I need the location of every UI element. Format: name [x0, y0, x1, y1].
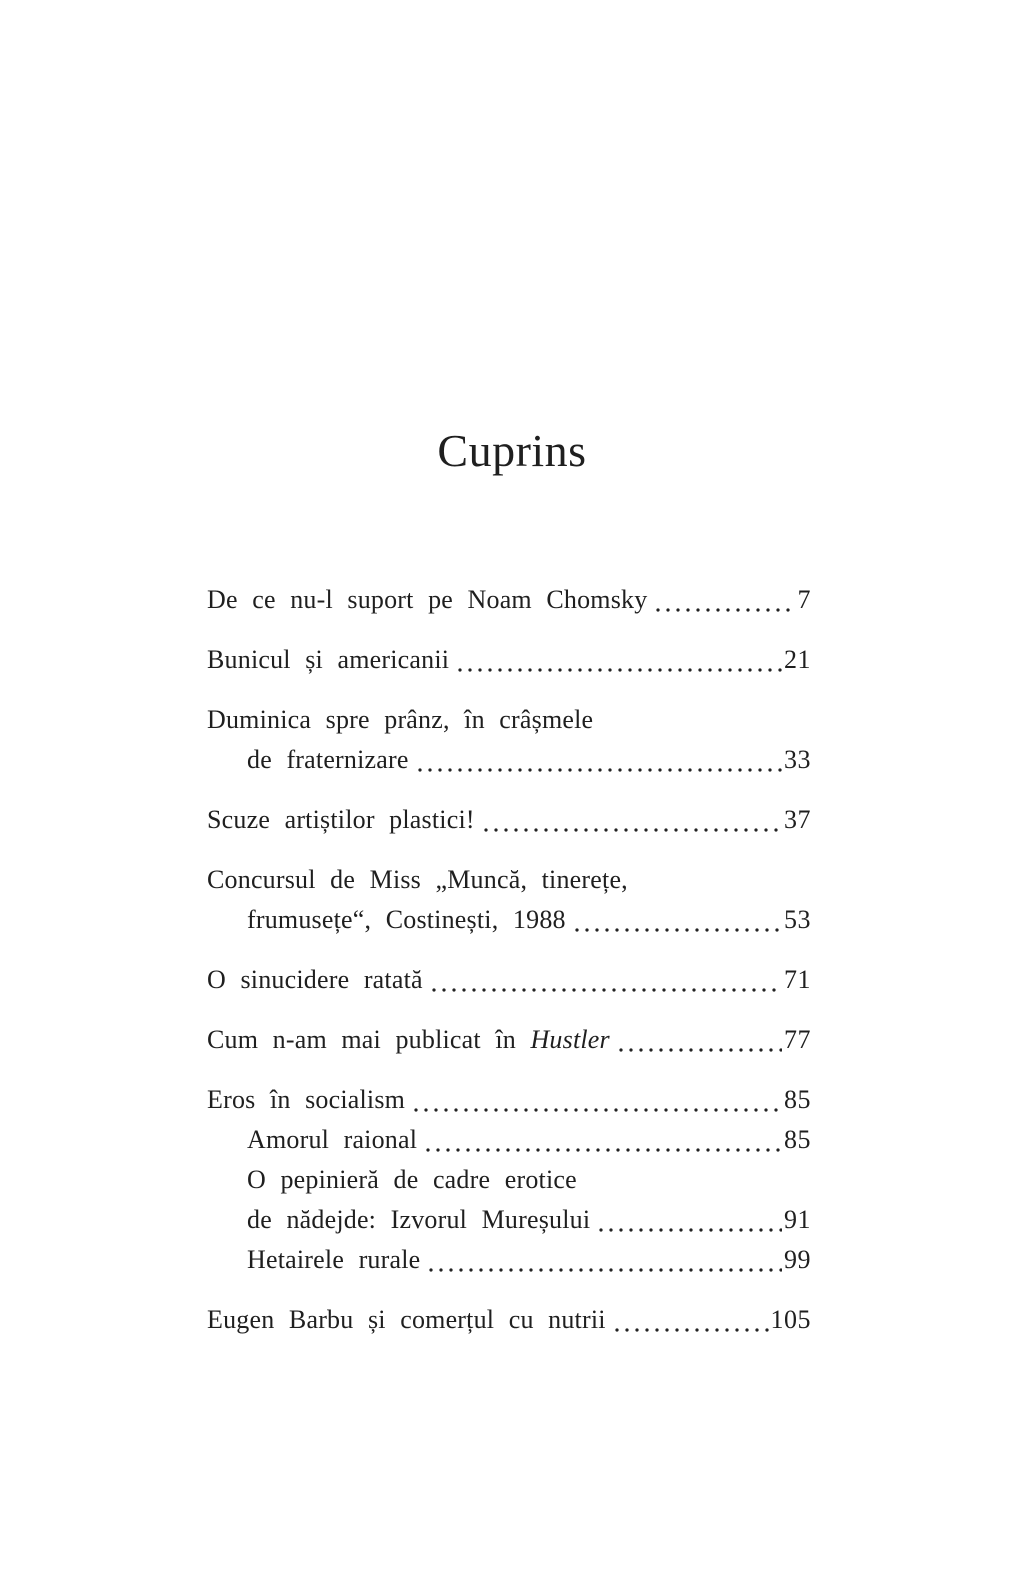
toc-line — [247, 1120, 811, 1160]
entry-text-italic: Hustler — [530, 1025, 610, 1054]
entry-text: de fraternizare — [247, 745, 409, 774]
table-of-contents — [207, 580, 811, 1340]
dot-leader — [570, 900, 782, 940]
toc-entry — [207, 1080, 811, 1120]
page-number: 91 — [784, 1205, 811, 1234]
entry-text: O pepinieră de cadre erotice — [247, 1165, 577, 1194]
entry-text: Scuze artiștilor plastici! — [207, 805, 475, 834]
toc-line — [207, 640, 811, 680]
toc-subentry — [247, 1240, 811, 1280]
toc-line — [207, 580, 811, 620]
entry-text: De ce nu-l suport pe Noam Chomsky — [207, 585, 648, 614]
toc-line — [207, 960, 811, 1000]
dot-leader — [427, 960, 782, 1000]
entry-text: de nădejde: Izvorul Mureșului — [247, 1205, 591, 1234]
dot-leader — [421, 1120, 782, 1160]
toc-entry — [207, 640, 811, 680]
page-number: 105 — [770, 1305, 811, 1334]
entry-text: Hetairele rurale — [247, 1245, 421, 1274]
toc-entry — [207, 700, 811, 780]
toc-entry — [207, 800, 811, 840]
toc-line — [207, 1300, 811, 1340]
entry-text: Eros în socialism — [207, 1085, 406, 1114]
toc-line — [247, 740, 811, 780]
toc-line — [207, 860, 811, 900]
toc-line — [207, 700, 811, 740]
dot-leader — [479, 800, 782, 840]
entry-text: frumusețe“, Costinești, 1988 — [247, 905, 566, 934]
toc-line — [247, 900, 811, 940]
toc-entry — [207, 1020, 811, 1060]
entry-text: Cum n-am mai publicat în Hustler — [207, 1025, 610, 1054]
dot-leader — [409, 1080, 782, 1120]
page-title: Cuprins — [437, 425, 587, 476]
page-number: 71 — [784, 965, 811, 994]
page-number: 33 — [784, 745, 811, 774]
toc-entry — [207, 860, 811, 940]
entry-text: O sinucidere ratată — [207, 965, 423, 994]
page-number: 53 — [784, 905, 811, 934]
toc-line — [207, 1020, 811, 1060]
toc-entry — [207, 960, 811, 1000]
page-number: 7 — [797, 585, 811, 614]
entry-text: Duminica spre prânz, în crâșmele — [207, 705, 594, 734]
toc-line — [207, 1080, 811, 1120]
page-number: 85 — [784, 1085, 811, 1114]
toc-subentry — [247, 1160, 811, 1240]
dot-leader — [614, 1020, 782, 1060]
toc-line — [207, 800, 811, 840]
dot-leader — [651, 580, 795, 620]
toc-line — [247, 1160, 811, 1200]
entry-text: Eugen Barbu și comerțul cu nutrii — [207, 1305, 606, 1334]
dot-leader — [610, 1300, 769, 1340]
toc-line — [247, 1240, 811, 1280]
page-number: 85 — [784, 1125, 811, 1154]
dot-leader — [453, 640, 782, 680]
toc-entry — [207, 1300, 811, 1340]
toc-entry — [207, 580, 811, 620]
dot-leader — [413, 740, 782, 780]
toc-subentry — [247, 1120, 811, 1160]
toc-line — [247, 1200, 811, 1240]
entry-text: Concursul de Miss „Muncă, tinerețe, — [207, 865, 628, 894]
dot-leader — [424, 1240, 782, 1280]
entry-text: Amorul raional — [247, 1125, 418, 1154]
page-number: 77 — [784, 1025, 811, 1054]
page-number: 99 — [784, 1245, 811, 1274]
dot-leader — [594, 1200, 782, 1240]
page-number: 21 — [784, 645, 811, 674]
page-number: 37 — [784, 805, 811, 834]
entry-text: Bunicul și americanii — [207, 645, 450, 674]
